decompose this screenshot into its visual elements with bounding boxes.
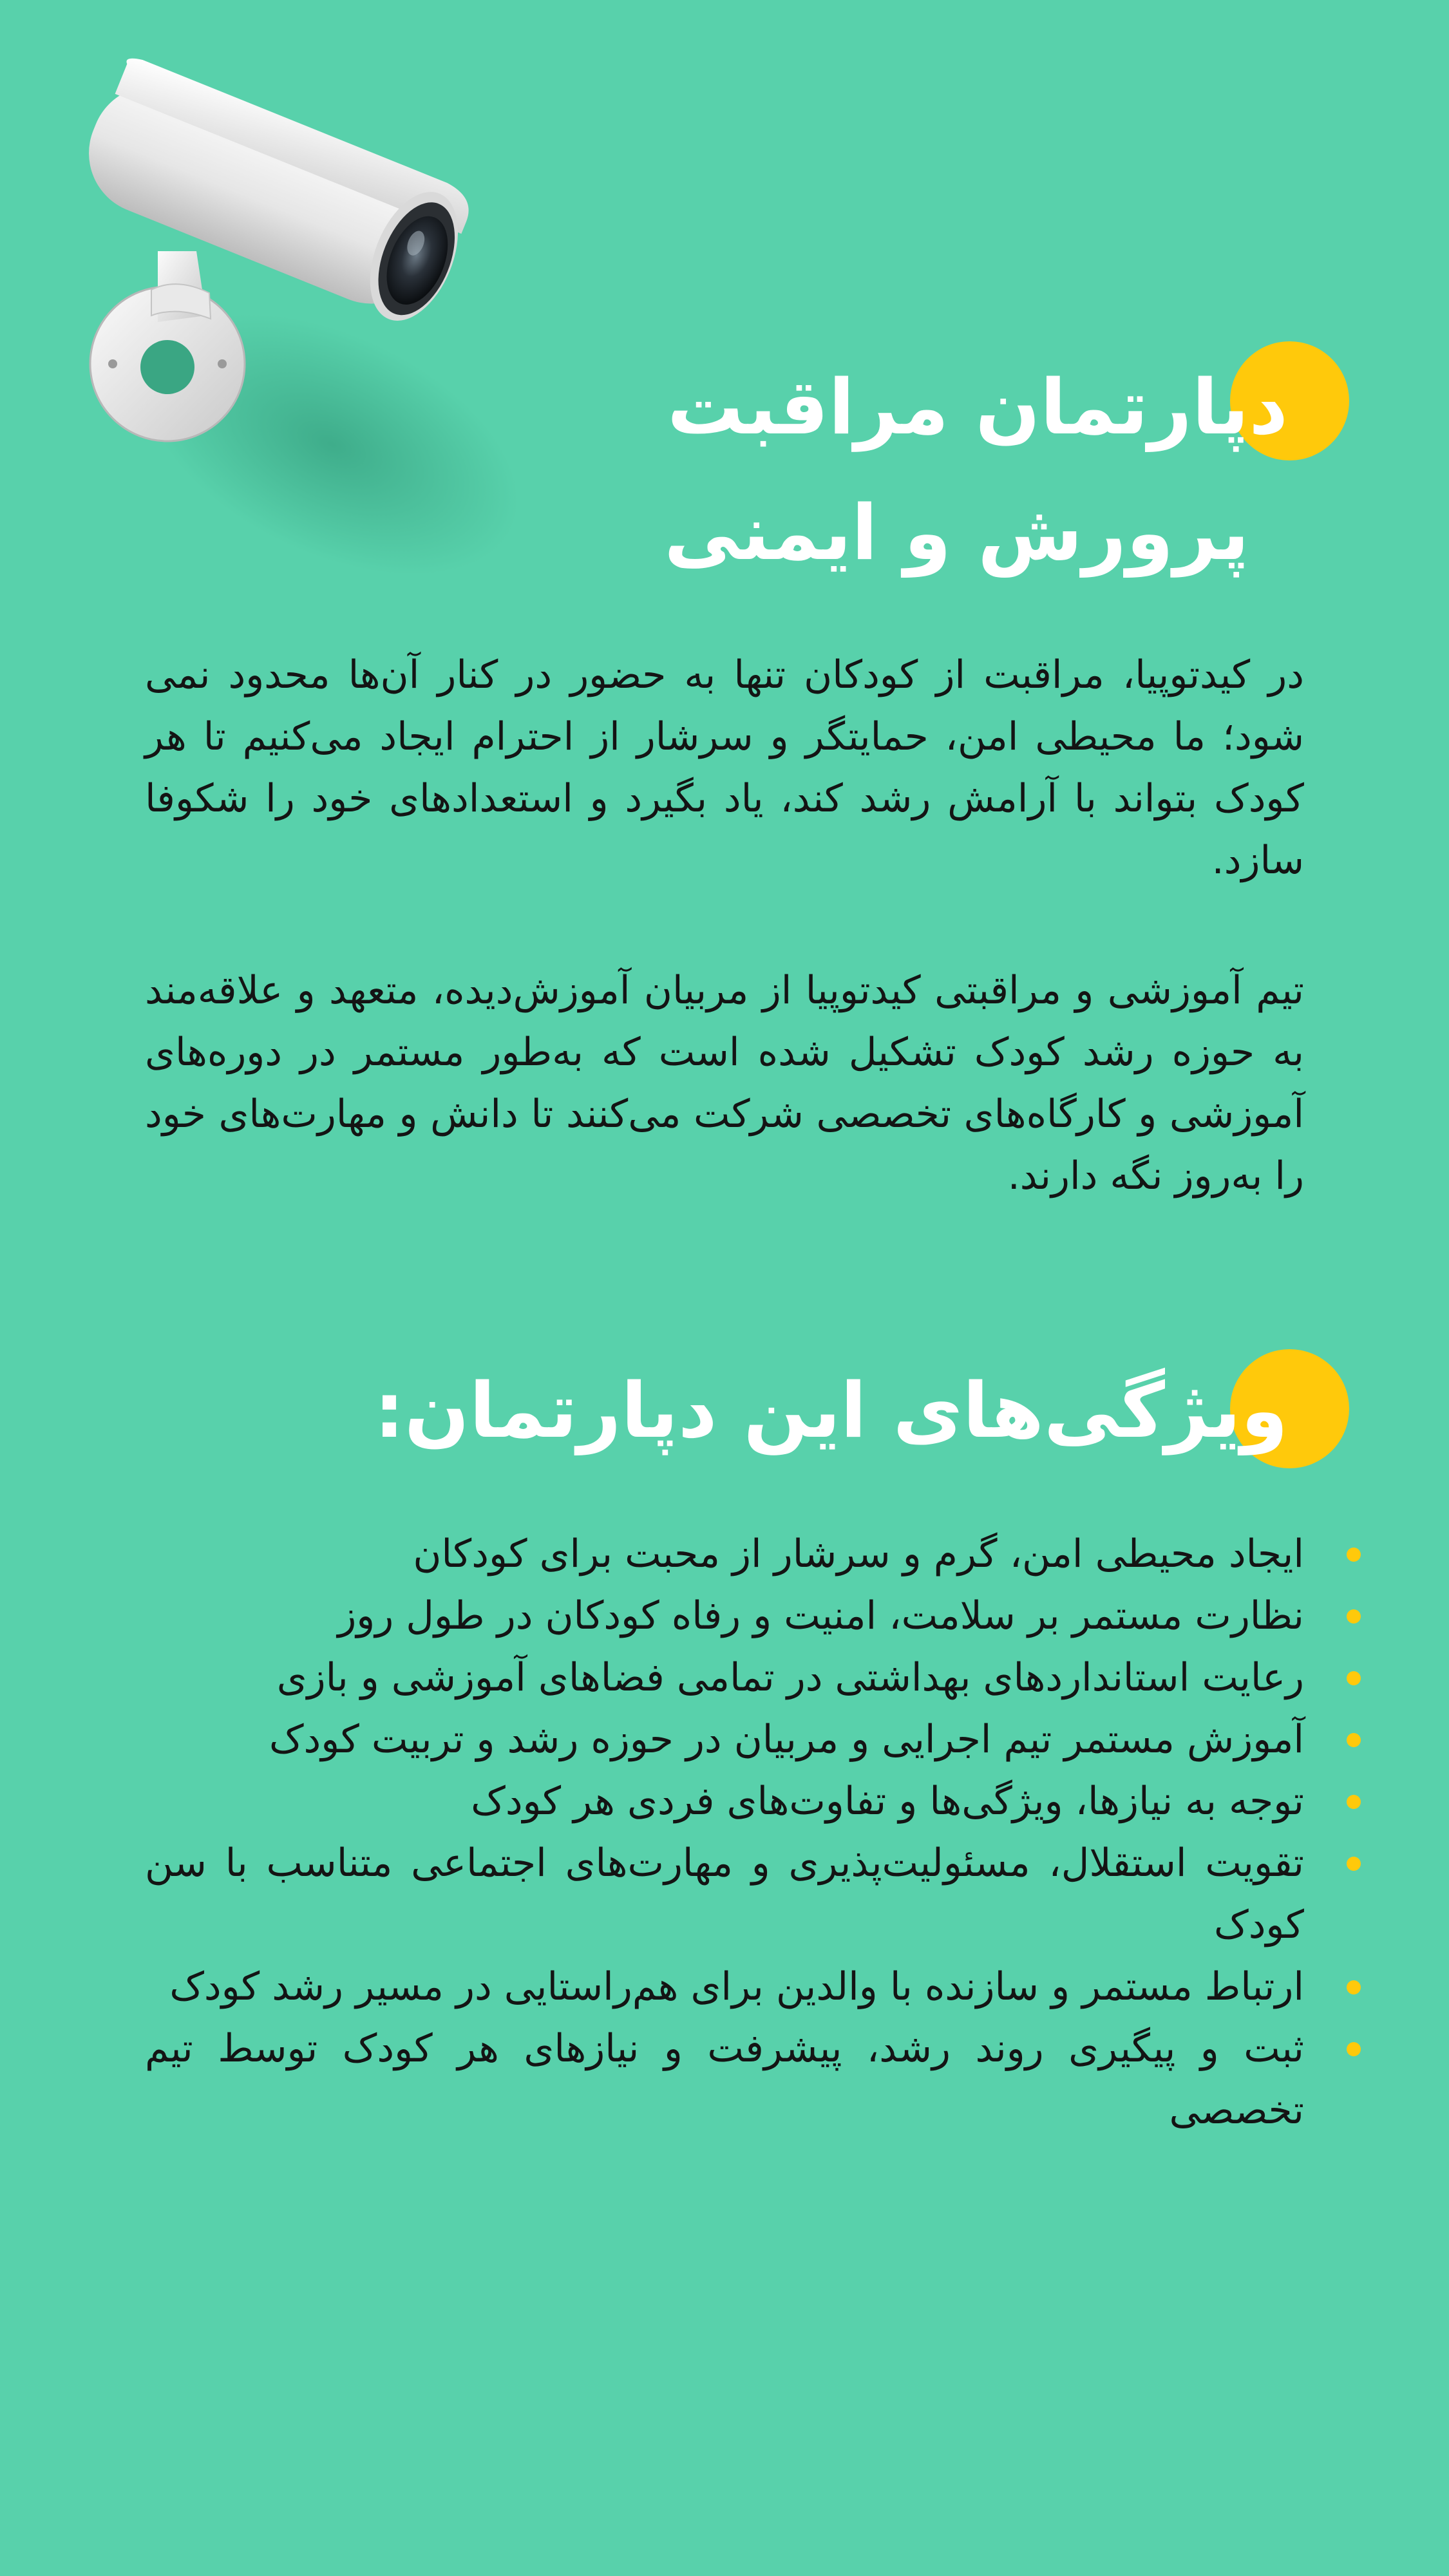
title-line-1: دپارتمان مراقبت [667, 363, 1288, 451]
list-item [145, 1523, 1304, 1585]
title-line-2: پرورش و ایمنی [664, 488, 1249, 577]
section-title-features: ویژگی‌های این دپارتمان: [374, 1366, 1288, 1455]
section-title-care [515, 345, 1288, 596]
bullet-dot-icon [1347, 1795, 1361, 1809]
bullet-dot-icon [1347, 1548, 1361, 1562]
list-item-text: آموزش مستمر تیم اجرایی و مربیان در حوزه رشد و تربیت کودک [269, 1717, 1304, 1762]
list-item [145, 1585, 1304, 1647]
list-item [145, 2018, 1304, 2141]
list-item-text: توجه به نیازها، ویژگی‌ها و تفاوت‌های فردی هر کودک [471, 1779, 1304, 1824]
list-item-text: نظارت مستمر بر سلامت، امنیت و رفاه کودکان در طول روز [337, 1593, 1304, 1638]
bullet-dot-icon [1347, 1857, 1361, 1871]
list-item-text: ارتباط مستمر و سازنده با والدین برای هم‌راستایی در مسیر رشد کودک [169, 1964, 1304, 2009]
bullet-dot-icon [1347, 1671, 1361, 1685]
bullet-dot-icon [1347, 1980, 1361, 1994]
list-item [145, 1647, 1304, 1709]
list-item-text: تقویت استقلال، مسئولیت‌پذیری و مهارت‌های اجتماعی متناسب با سن کودک [145, 1841, 1304, 1947]
bullet-dot-icon [1347, 1733, 1361, 1747]
list-item [145, 1832, 1304, 1956]
security-camera-icon [61, 58, 564, 573]
intro-paragraph: در کیدتوپیا، مراقبت از کودکان تنها به حضور در کنار آن‌ها محدود نمی شود؛ ما محیطی امن، حمایتگر و سرشار از احترام ایجاد می‌کنیم تا هر کودک بتواند با آرامش رشد کند، یاد بگیرد و استعدادهای خود را شکوفا سازد. [145, 652, 1304, 883]
bullet-dot-icon [1347, 1609, 1361, 1624]
list-item [145, 1709, 1304, 1770]
list-item-text: ایجاد محیطی امن، گرم و سرشار از محبت برای کودکان [413, 1531, 1304, 1577]
list-item-text: رعایت استانداردهای بهداشتی در تمامی فضاهای آموزشی و بازی [276, 1655, 1304, 1700]
team-paragraph: تیم آموزشی و مراقبتی کیدتوپیا از مربیان آموزش‌دیده، متعهد و علاقه‌مند به حوزه رشد کودک تشکیل شده است که به‌طور مستمر در دوره‌های آموزشی و کارگاه‌های تخصصی شرکت می‌کنند تا دانش و مهارت‌های خود را به‌روز نگه دارند. [145, 968, 1304, 1198]
list-item [145, 1956, 1304, 2018]
list-item [145, 1770, 1304, 1832]
bullet-dot-icon [1347, 2042, 1361, 2056]
features-list [145, 1523, 1304, 2141]
list-item-text: ثبت و پیگیری روند رشد، پیشرفت و نیازهای هر کودک توسط تیم تخصصی [145, 2026, 1304, 2133]
